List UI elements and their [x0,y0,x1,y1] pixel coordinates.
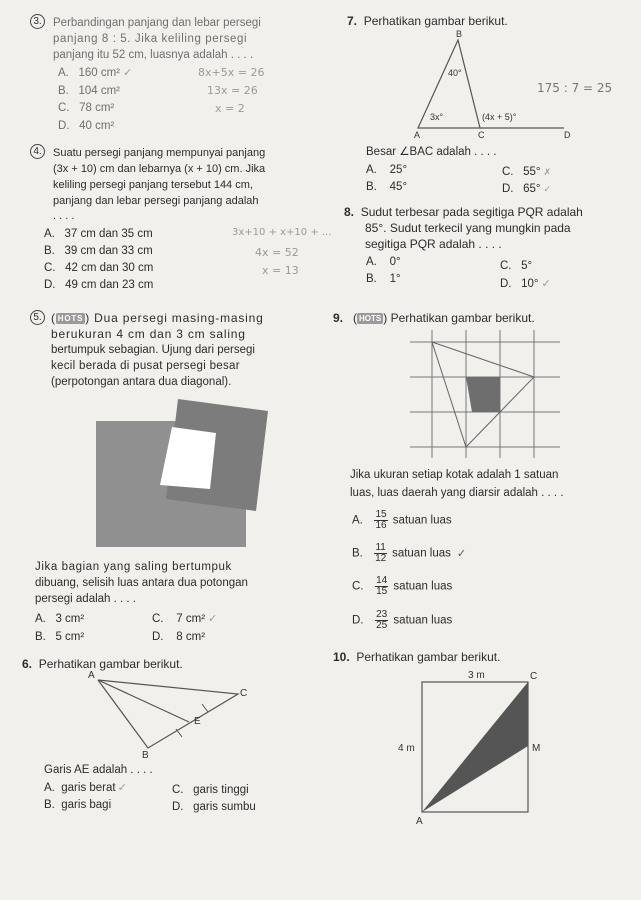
q3-stem-line-3: panjang itu 52 cm, luasnya adalah . . . . [53,49,254,61]
shaded-triangle [422,682,528,812]
q6-option-b[interactable]: B. garis bagi [44,799,112,811]
q4-option-c[interactable]: C. 42 cm dan 30 cm [44,262,154,274]
label-a: A [414,130,421,138]
q5-option-a[interactable]: A. 3 cm² [35,613,85,625]
hots-badge: HOTS [359,314,382,323]
q5-stem-line-1: ( HOTS ) Dua persegi masing-masing [51,311,264,325]
q3-option-b[interactable]: B. 104 cm² [58,85,121,97]
q8-stem-line-2: 85°. Sudut terkecil yang mungkin pada [365,221,571,235]
q8-stem-line-1: 8. Sudut terbesar pada segitiga PQR adalah [344,205,583,219]
q4-work-3: x = 13 [262,264,299,277]
q6-question: Garis AE adalah . . . . [44,764,153,776]
q5-stem-line-2: berukuran 4 cm dan 3 cm saling [51,327,246,341]
q6-heading: 6. Perhatikan gambar berikut. [22,657,183,671]
q6-triangle-figure [84,670,264,760]
q4-stem-line-1: Suatu persegi panjang mempunyai panjang [53,147,266,159]
q6-option-a[interactable]: A. garis berat ✓ [44,781,127,794]
q9-stem2-line-1: Jika ukuran setiap kotak adalah 1 satuan [350,469,559,481]
q5-stem-line-5: (perpotongan antara dua diagonal). [51,376,232,388]
q5-option-c[interactable]: C. 7 cm² ✓ [152,612,218,625]
q8-option-c[interactable]: C. 5° [500,260,533,272]
q9-option-a[interactable]: A. $\frac{15}{16}$ satuan luas [352,509,452,531]
label-c: C [530,671,538,682]
q4-work-2: 4x = 52 [255,246,299,259]
fraction: $\frac{14}{15}$ [376,575,388,597]
q3-option-d[interactable]: D. 40 cm² [58,120,115,132]
label-side-length: 4 m [398,743,415,754]
q9-heading: 9. ( HOTS ) Perhatikan gambar berikut. [333,311,535,325]
tick-mark-2 [176,729,182,737]
check-mark-icon: ✓ [123,66,133,79]
q9-stem2-line-2: luas, luas daerah yang diarsir adalah . . . . [350,487,564,499]
q5-stem-line-4: kecil berada di pusat persegi besar [51,360,240,372]
label-c: C [478,130,485,138]
q5-number: 5. [30,310,45,325]
check-mark-icon: ✓ [208,612,218,625]
label-a: A [88,670,95,681]
label-b: B [456,29,463,39]
q4-number: 4. [30,144,45,159]
check-mark-icon: ✓ [541,277,551,290]
q5-stem-line-3: bertumpuk sebagian. Ujung dari persegi [51,344,255,356]
label-e: E [194,716,201,727]
q4-option-a[interactable]: A. 37 cm dan 35 cm [44,228,153,240]
label-d: D [564,130,571,138]
q5-stem2-line-3: persegi adalah . . . . [35,593,137,605]
q3-stem-line-2: panjang 8 : 5. Jika keliling persegi [53,33,248,45]
q4-stem-line-5: . . . . [53,210,75,222]
q5-option-d[interactable]: D. 8 cm² [152,631,206,643]
label-a: A [416,816,423,827]
angle-a-label: 3x° [430,112,444,122]
q5-option-b[interactable]: B. 5 cm² [35,631,85,643]
check-mark-icon: ✓ [543,185,552,195]
q7-work: 175 : 7 = 25 [537,81,613,95]
q3-option-c[interactable]: C. 78 cm² [58,102,115,114]
q8-stem-line-3: segitiga PQR adalah . . . . [365,237,502,251]
check-mark-icon: ✓ [456,546,467,560]
q3-work-2: 13x = 26 [207,84,258,97]
q3-number: 3. [30,14,45,29]
q7-question: Besar ∠BAC adalah . . . . [366,146,497,158]
q4-option-d[interactable]: D. 49 cm dan 23 cm [44,279,154,291]
q10-rectangle-figure [390,668,570,828]
triangle-abc [418,40,480,128]
cross-mark-icon: ✗ [543,168,552,178]
tick-mark-1 [202,704,208,712]
label-m: M [532,743,541,754]
q5-overlapping-squares-figure [88,393,278,553]
q3-work-3: x = 2 [215,102,245,115]
q5-stem2-line-2: dibuang, selisih luas antara dua potongan [35,577,248,589]
q7-option-c[interactable]: C. 55° ✗ [502,166,552,178]
segment-ae [98,680,189,722]
q4-option-b[interactable]: B. 39 cm dan 33 cm [44,245,153,257]
q8-option-d[interactable]: D. 10° ✓ [500,277,551,290]
q7-heading: 7. Perhatikan gambar berikut. [347,14,508,28]
label-top-length: 3 m [468,670,485,681]
q7-option-a[interactable]: A. 25° [366,164,408,176]
angle-c-label: (4x + 5)° [482,112,517,122]
q9-option-c[interactable]: C. $\frac{14}{15}$ satuan luas [352,575,453,597]
q3-work-1: 8x+5x = 26 [198,66,265,79]
q10-heading: 10. Perhatikan gambar berikut. [333,650,501,664]
q7-option-b[interactable]: B. 45° [366,181,408,193]
q4-work-1: 3x+10 + x+10 + ... [232,227,332,238]
q4-stem-line-4: panjang dan lebar persegi panjang adalah [53,195,259,207]
q6-option-d[interactable]: D. garis sumbu [172,801,256,813]
q3-stem-line-1: Perbandingan panjang dan lebar persegi [53,17,261,29]
q9-grid-figure [410,330,560,458]
angle-b-label: 40° [448,68,462,78]
q9-option-b[interactable]: B. $\frac{11}{12}$ satuan luas ✓ [352,542,467,564]
fraction: $\frac{15}{16}$ [375,509,387,531]
check-mark-icon: ✓ [117,781,127,794]
q8-option-a[interactable]: A. 0° [366,256,401,268]
q8-option-b[interactable]: B. 1° [366,273,401,285]
q4-stem-line-2: (3x + 10) cm dan lebarnya (x + 10) cm. Jika [53,163,266,175]
label-c: C [240,688,248,699]
q7-option-d[interactable]: D. 65° ✓ [502,183,552,195]
label-b: B [142,750,149,760]
shaded-region [466,377,500,412]
q5-stem2-line-1: Jika bagian yang saling bertumpuk [35,561,232,573]
fraction: $\frac{11}{12}$ [375,542,387,564]
q6-option-c[interactable]: C. garis tinggi [172,784,249,796]
hots-badge: HOTS [57,314,84,323]
q3-option-a[interactable]: A. 160 cm² ✓ [58,66,133,79]
q4-stem-line-3: keliling persegi panjang tersebut 144 cm, [53,179,253,191]
fraction: $\frac{23}{25}$ [376,609,388,631]
q9-option-d[interactable]: D. $\frac{23}{25}$ satuan luas [352,609,453,631]
